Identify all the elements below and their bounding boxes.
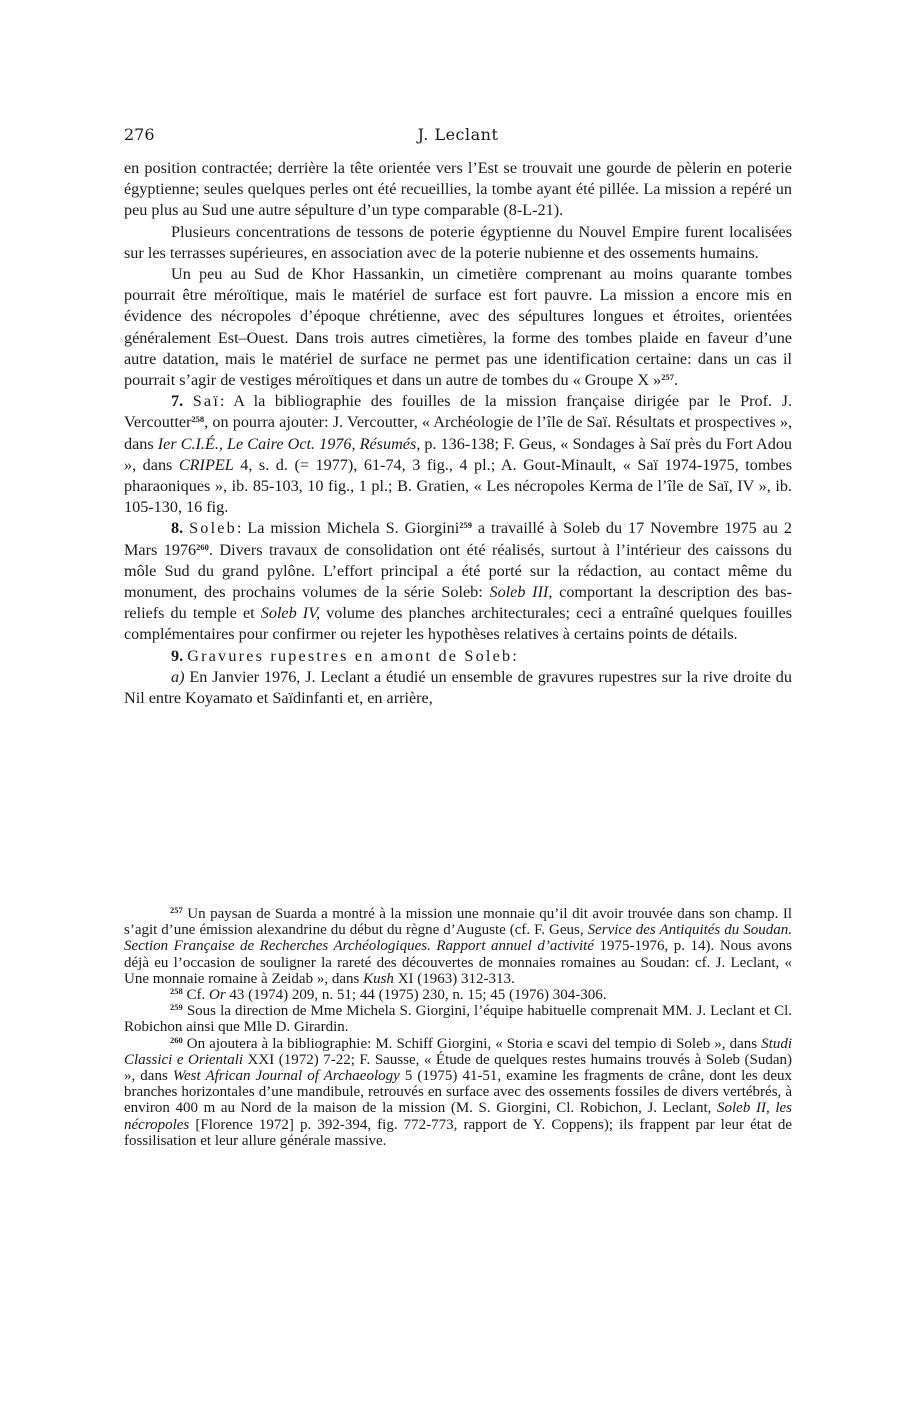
footnote-ref-260: 260 xyxy=(196,541,209,552)
main-text xyxy=(124,158,792,709)
page-header xyxy=(124,125,792,149)
page-number: 276 xyxy=(124,125,155,144)
paragraph-sai: 7. Saï: A la bibliographie des fouilles de la mission française dirigée par le Prof. J. Vercoutter$^{258}$, on pourra ajouter: J. Vercoutter, « Archéologie de l’île de Saï. Résultats et prospectives », dans Ier C.I.É., Le Caire Oct. 1976, Résumés, p. 136-138; F. Geus, « Sondages à Saï près du Fort Adou », dans CRIPEL 4, s. d. (= 1977), 61-74, 3 fig., 4 pl.; A. Gout-Minault, « Saï 1974-1975, tombes pharaoniques », ib. 85-103, 10 fig., 1 pl.; B. Gratien, « Les nécropoles Kerma de l’île de Saï, IV », ib. 105-130, 16 fig. xyxy=(124,392,793,517)
section-number: 9. xyxy=(171,646,184,665)
footnote-260: $^{260}$ On ajoutera à la bibliographie: M. Schiff Giorgini, « Storia e scavi del tempio di Soleb », dans Studi Classici e Orientali XXI (1972) 7-22; F. Sausse, « Étude de quelques restes humains trouvés à Soleb (Sudan) », dans West African Journal of Archaeology 5 (1975) 41-51, examine les fragments de crâne, dont les deux branches horizontales d’une mandibule, retrouvés en surface avec des ossements fossiles de divers vertébrés, à environ 400 m au Nord de la maison de la mission (M. S. Giorgini, Cl. Robichon, J. Leclant, Soleb II, les nécropoles [Florence 1972] p. 392-394, fig. 772-773, rapport de Y. Coppens); ils frappent par leur état de fossilisation et leur allure générale massive. xyxy=(124,1034,792,1149)
site-name-gravures: Gravures rupestres en amont de Soleb xyxy=(187,646,513,665)
footnote-ref-258: 258 xyxy=(191,414,205,425)
footnote-259: $^{259}$ Sous la direction de Mme Michela S. Giorgini, l’équipe habituelle comprenait MM. J. Leclant et Cl. Robichon ainsi que Mlle D. Girardin. xyxy=(124,1002,792,1036)
site-name-soleb: Soleb xyxy=(189,519,237,538)
paragraph-continuation: en position contractée; derrière la tête orientée vers l’Est se trouvait une gourde de pèlerin en poterie égyptienne; seules quelques perles ont été recueillies, la tombe ayant été pillée. La mission a repéré un peu plus au Sud une autre sépulture d’un type comparable (8-L-21). xyxy=(124,159,792,220)
footnote-ref-259: 259 xyxy=(459,520,472,531)
list-letter: a) xyxy=(171,667,185,686)
section-number: 7. xyxy=(171,392,184,411)
page xyxy=(124,0,792,1416)
paragraph-pottery: Plusieurs concentrations de tessons de poterie égyptienne du Nouvel Empire furent localisées sur les terrasses supérieures, en association avec de la poterie nubienne et des ossements humains. xyxy=(124,222,792,262)
footnote-ref-257: 257 xyxy=(661,372,674,383)
section-number: 8. xyxy=(171,519,184,538)
running-title: J. Leclant xyxy=(417,125,499,144)
footnote-258: $^{258}$ Cf. Or 43 (1974) 209, n. 51; 44 (1975) 230, n. 15; 45 (1976) 304-306. xyxy=(170,986,607,1004)
paragraph-gravures-a: a) En Janvier 1976, J. Leclant a étudié un ensemble de gravures rupestres sur la rive droite du Nil entre Koyamato et Saïdinfanti et, en arrière, xyxy=(124,667,792,708)
paragraph-soleb: 8. Soleb: La mission Michela S. Giorgini$^{259}$ a travaillé à Soleb du 17 Novembre 1975 au 2 Mars 1976$^{260}$. Divers travaux de consolidation ont été réalisés, surtout à l’intérieur des caissons du môle Sud du grand pylône. L’effort principal a été porté sur la rédaction, au contact même du monument, des prochains volumes de la série Soleb: Soleb III, comportant la description des bas-reliefs du temple et Soleb IV, volume des planches architecturales; ceci a entraîné quelques fouilles complémentaires pour confirmer ou rejeter les hypothèses relatives à certains points de détails. xyxy=(124,519,793,644)
site-name-sai: Saï xyxy=(192,392,221,411)
footnotes xyxy=(124,906,792,1149)
paragraph-gravures-heading: 9. Gravures rupestres en amont de Soleb: xyxy=(171,646,519,665)
footnote-257: $^{257}$ Un paysan de Suarda a montré à la mission une monnaie qu’il dit avoir trouvée dans son champ. Il s’agit d’une émission alexandrine du début du règne d’Auguste (cf. F. Geus, Service des Antiquités du Soudan. Section Française de Recherches Archéologiques. Rapport annuel d’activité 1975-1976, p. 14). Nous avons déjà eu l’occasion de souligner la rareté des découvertes de monnaies romaines au Soudan: cf. J. Leclant, « Une monnaie romaine à Zeidab », dans Kush XI (1963) 312-313. xyxy=(124,905,792,987)
paragraph-cemeteries: Un peu au Sud de Khor Hassankin, un cimetière comprenant au moins quarante tombes pourrait être méroïtique, mais le matériel de surface est fort pauvre. La mission a encore mis en évidence des nécropoles d’époque chrétienne, avec des sépultures longues et étroites, orientées généralement Est–Ouest. Dans trois autres cimetières, la forme des tombes plaide en faveur d’une autre datation, mais le matériel de surface ne permet pas une identification certaine: dans un cas il pourrait s’agir de vestiges méroïtiques et dans un autre de tombes du « Groupe X »$^{257}$. xyxy=(124,265,792,390)
